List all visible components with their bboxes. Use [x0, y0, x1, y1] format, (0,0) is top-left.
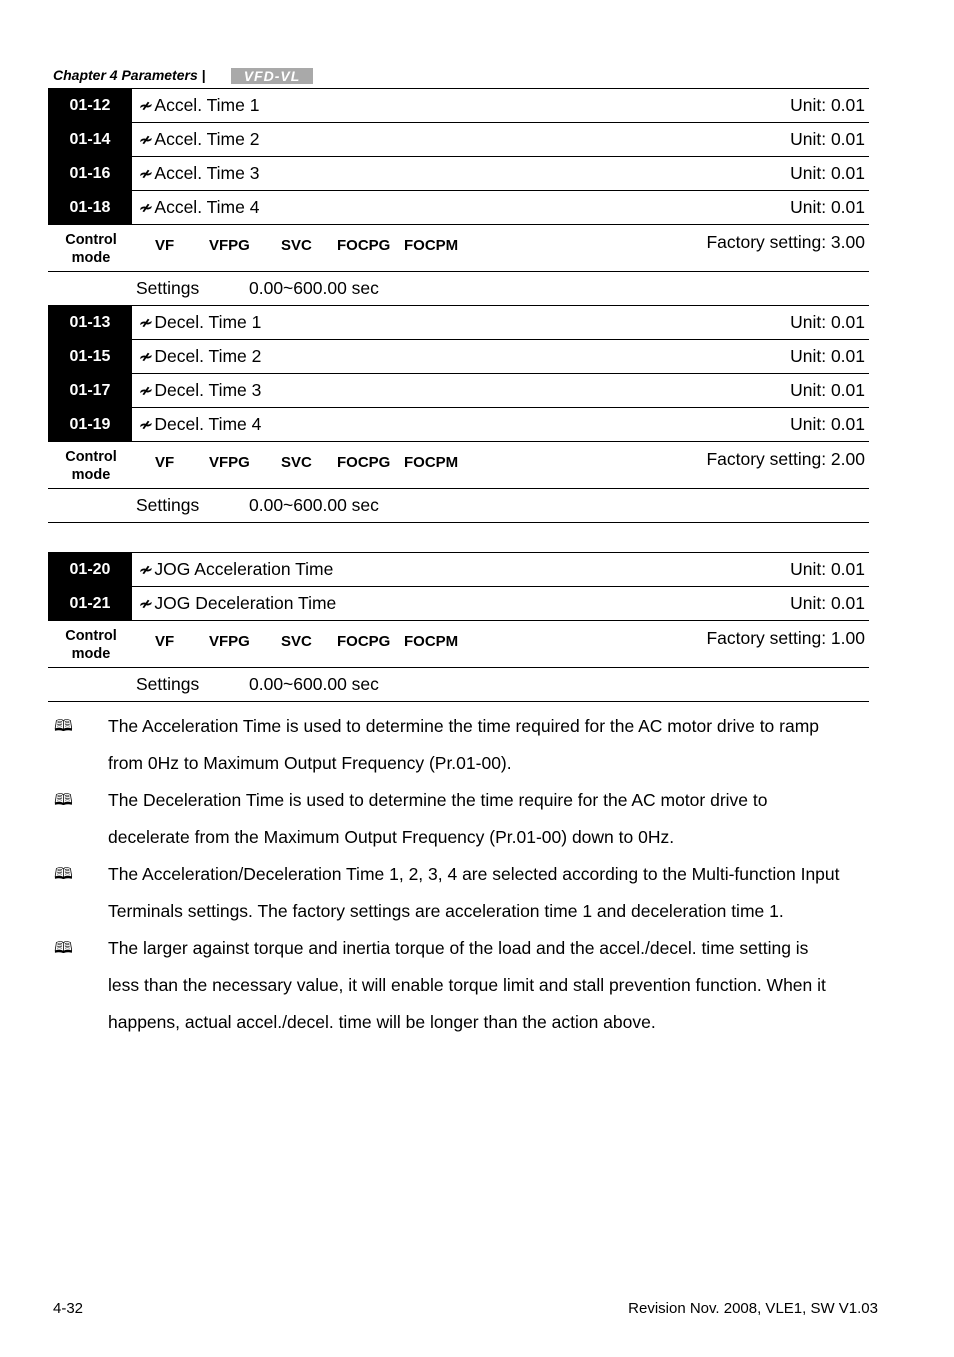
- note-line: The larger against torque and inertia torque of the load and the accel./decel. time setting is: [108, 938, 809, 958]
- chapter-title: Chapter 4 Parameters: [53, 67, 198, 83]
- editable-mark-icon: ≁: [138, 199, 152, 217]
- param-name: [138, 89, 259, 122]
- book-icon: 🕮: [54, 792, 73, 809]
- param-table-jog: [48, 552, 869, 702]
- factory-setting: Factory setting: 2.00: [706, 449, 865, 469]
- factory-setting: Factory setting: 1.00: [706, 628, 865, 648]
- mode-focpm: FOCPM: [404, 454, 459, 471]
- editable-mark-icon: ≁: [138, 561, 152, 579]
- notes-section: [54, 708, 894, 1041]
- mode-svc: SVC: [281, 454, 312, 471]
- note-item: [54, 782, 894, 856]
- param-code: 01-19: [48, 408, 132, 441]
- settings-row: [48, 489, 869, 523]
- param-row: [48, 191, 869, 225]
- book-icon: 🕮: [54, 718, 73, 735]
- note-item: [54, 930, 894, 1041]
- param-code: 01-18: [48, 191, 132, 224]
- control-label-line2: mode: [71, 250, 111, 266]
- note-line: The Acceleration/Deceleration Time 1, 2, 3, 4 are selected according to the Multi-function Input: [108, 864, 840, 884]
- page-number: 4-32: [53, 1300, 84, 1317]
- note-line: less than the necessary value, it will enable torque limit and stall prevention function. When it: [108, 975, 826, 995]
- mode-vf: VF: [155, 633, 175, 650]
- factory-setting: Factory setting: 3.00: [706, 232, 865, 252]
- editable-mark-icon: ≁: [138, 314, 152, 332]
- mode-vf: VF: [155, 454, 175, 471]
- param-code: 01-16: [48, 157, 132, 190]
- param-name-text: Decel. Time 2: [154, 346, 262, 366]
- param-unit: Unit: 0.01: [790, 414, 865, 434]
- param-row: [48, 123, 869, 157]
- control-mode-label: [48, 231, 134, 267]
- param-name: [138, 340, 261, 373]
- param-unit: Unit: 0.01: [790, 593, 865, 613]
- revision-info: Revision Nov. 2008, VLE1, SW V1.03: [628, 1300, 878, 1317]
- note-line: decelerate from the Maximum Output Frequency (Pr.01-00) down to 0Hz.: [108, 827, 675, 847]
- vfd-vl-logo: [231, 68, 313, 84]
- param-name: [138, 306, 261, 339]
- settings-value: 0.00~600.00 sec: [249, 278, 379, 298]
- param-code: 01-12: [48, 89, 132, 122]
- mode-vfpg: VFPG: [209, 454, 250, 471]
- param-unit: Unit: 0.01: [790, 559, 865, 579]
- param-unit: Unit: 0.01: [790, 346, 865, 366]
- control-mode-row: [48, 442, 869, 489]
- param-unit: Unit: 0.01: [790, 197, 865, 217]
- note-item: [54, 708, 894, 782]
- param-unit: Unit: 0.01: [790, 95, 865, 115]
- param-code: 01-13: [48, 306, 132, 339]
- editable-mark-icon: ≁: [138, 416, 152, 434]
- header-separator: |: [201, 67, 206, 83]
- control-label-line1: Control: [65, 449, 117, 465]
- param-code: 01-21: [48, 587, 132, 620]
- settings-row: [48, 272, 869, 306]
- param-name-text: JOG Acceleration Time: [154, 559, 334, 579]
- logo-text: VFD-VL: [243, 68, 301, 84]
- editable-mark-icon: ≁: [138, 595, 152, 613]
- editable-mark-icon: ≁: [138, 348, 152, 366]
- settings-label: Settings: [136, 674, 200, 694]
- control-label-line2: mode: [71, 646, 111, 662]
- mode-focpm: FOCPM: [404, 633, 459, 650]
- param-row: [48, 552, 869, 587]
- param-row: [48, 587, 869, 621]
- param-row: [48, 88, 869, 123]
- param-code: 01-15: [48, 340, 132, 373]
- mode-focpg: FOCPG: [337, 237, 391, 254]
- settings-label: Settings: [136, 495, 200, 515]
- note-line: The Deceleration Time is used to determine the time require for the AC motor drive to: [108, 790, 768, 810]
- param-name: [138, 408, 261, 441]
- param-row: [48, 305, 869, 340]
- mode-svc: SVC: [281, 237, 312, 254]
- param-row: [48, 340, 869, 374]
- param-row: [48, 374, 869, 408]
- param-unit: Unit: 0.01: [790, 163, 865, 183]
- control-mode-label: [48, 627, 134, 663]
- editable-mark-icon: ≁: [138, 131, 152, 149]
- note-item: [54, 856, 894, 930]
- param-name-text: Decel. Time 1: [154, 312, 262, 332]
- note-line: The Acceleration Time is used to determine the time required for the AC motor drive to ramp: [108, 716, 820, 736]
- param-name: [138, 123, 259, 156]
- editable-mark-icon: ≁: [138, 97, 152, 115]
- param-name-text: Decel. Time 3: [154, 380, 262, 400]
- mode-svc: SVC: [281, 633, 312, 650]
- param-name: [138, 587, 336, 620]
- param-name: [138, 553, 333, 586]
- param-name: [138, 191, 259, 224]
- param-row: [48, 408, 869, 442]
- control-mode-row: [48, 225, 869, 272]
- param-name-text: Accel. Time 1: [154, 95, 260, 115]
- note-line: Terminals settings. The factory settings are acceleration time 1 and deceleration time 1.: [108, 901, 784, 921]
- param-table-accel: [48, 88, 869, 306]
- param-code: 01-14: [48, 123, 132, 156]
- book-icon: 🕮: [54, 866, 73, 883]
- note-line: from 0Hz to Maximum Output Frequency (Pr.01-00).: [108, 753, 512, 773]
- mode-focpg: FOCPG: [337, 454, 391, 471]
- param-unit: Unit: 0.01: [790, 129, 865, 149]
- param-name-text: Accel. Time 4: [154, 197, 260, 217]
- param-code: 01-17: [48, 374, 132, 407]
- control-mode-label: [48, 448, 134, 484]
- settings-value: 0.00~600.00 sec: [249, 674, 379, 694]
- book-icon: 🕮: [54, 940, 73, 957]
- param-name-text: Accel. Time 2: [154, 129, 260, 149]
- mode-vf: VF: [155, 237, 175, 254]
- chapter-header: [53, 67, 206, 83]
- mode-focpg: FOCPG: [337, 633, 391, 650]
- editable-mark-icon: ≁: [138, 165, 152, 183]
- control-label-line1: Control: [65, 628, 117, 644]
- param-code: 01-20: [48, 553, 132, 586]
- mode-focpm: FOCPM: [404, 237, 459, 254]
- param-name-text: Accel. Time 3: [154, 163, 260, 183]
- param-name-text: JOG Deceleration Time: [154, 593, 337, 613]
- param-table-decel: [48, 305, 869, 523]
- control-label-line2: mode: [71, 467, 111, 483]
- control-mode-row: [48, 621, 869, 668]
- settings-row: [48, 668, 869, 702]
- param-name-text: Decel. Time 4: [154, 414, 262, 434]
- param-unit: Unit: 0.01: [790, 312, 865, 332]
- mode-vfpg: VFPG: [209, 237, 250, 254]
- control-label-line1: Control: [65, 232, 117, 248]
- param-row: [48, 157, 869, 191]
- editable-mark-icon: ≁: [138, 382, 152, 400]
- param-name: [138, 157, 259, 190]
- mode-vfpg: VFPG: [209, 633, 250, 650]
- param-name: [138, 374, 261, 407]
- note-line: happens, actual accel./decel. time will be longer than the action above.: [108, 1012, 656, 1032]
- settings-value: 0.00~600.00 sec: [249, 495, 379, 515]
- settings-label: Settings: [136, 278, 200, 298]
- param-unit: Unit: 0.01: [790, 380, 865, 400]
